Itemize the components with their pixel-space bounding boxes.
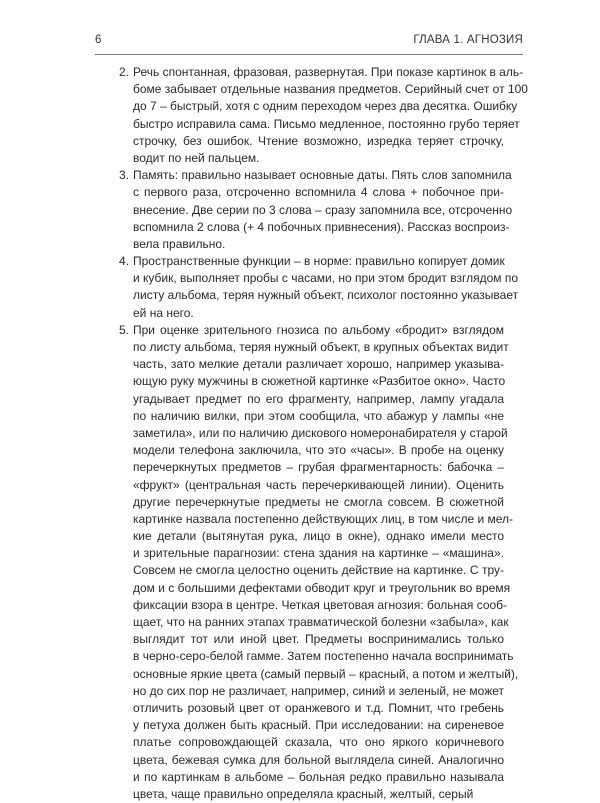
text-line: щает, что на ранних этапах травматической болезни «забыла», как	[133, 615, 509, 629]
text-line: другие перечеркнутые предметы не смогла совсем. В сюжетной	[133, 494, 504, 509]
text-line: по листу альбома, теряя нужный объект, в крупных объектах видит	[133, 340, 509, 354]
numbered-list	[119, 64, 528, 803]
list-item-number: 5.	[119, 322, 130, 337]
text-line: Пространственные функции – в норме: правильно копирует домик	[133, 254, 505, 269]
text-line: угадывает предмет по его фрагменту, например, лампу угадала	[133, 391, 504, 406]
list-item-number: 3.	[119, 168, 130, 183]
list-item	[119, 322, 519, 803]
text-line: цвета, чаще правильно определяла красный, желтый, серый	[133, 786, 474, 801]
text-line: боме забывает отдельные названия предметов. Серийный счет от 100	[133, 82, 528, 97]
list-item-text	[133, 167, 513, 253]
list-item-text	[133, 253, 519, 322]
page-body	[119, 64, 528, 803]
text-line: быстро исправила сама. Письмо медленное, постоянно грубо теряет	[133, 116, 520, 131]
chapter-title: ГЛАВА 1. АГНОЗИЯ	[413, 34, 523, 46]
list-item	[119, 167, 513, 253]
text-line: картинке назвала постепенно действующих лиц, в том числе и мел-	[133, 511, 514, 526]
text-line: до 7 – быстрый, хотя с одним переходом через два десятка. Ошибку	[133, 99, 518, 114]
header-rule	[95, 54, 523, 55]
text-line: у петуха должен быть красный. При исследовании: на сиреневое	[133, 718, 504, 733]
text-line: основные яркие цвета (самый первый – красный, а потом и желтый),	[133, 666, 519, 681]
list-item-number: 4.	[119, 254, 130, 269]
text-line: При оценке зрительного гнозиса по альбому «бродит» взглядом	[133, 322, 504, 337]
text-line: и кубик, выполняет пробы с часами, но при этом бродит взглядом по	[133, 271, 519, 286]
list-item	[119, 64, 528, 167]
text-line: с первого раза, отсроченно вспомнила 4 слова + побочное при-	[133, 185, 504, 200]
text-line: Совсем не смогла целостно оценить действие на картинке. С тру-	[133, 563, 504, 578]
text-line: листу альбома, теряя нужный объект, психолог постоянно указывает	[133, 288, 519, 303]
text-line: фиксации взора в центре. Четкая цветовая агнозия: больная сооб-	[133, 597, 508, 612]
page-number: 6	[95, 34, 102, 46]
list-item-number: 2.	[119, 65, 130, 79]
text-line: перечеркнутых предметов – грубая фрагментарность: бабочка –	[133, 460, 504, 475]
text-line: вспомнила 2 слова (+ 4 побочных привнесения). Рассказ воспроиз-	[133, 219, 510, 234]
text-line: внесение. Две серии по 3 слова – сразу запомнила все, отсроченно	[133, 202, 513, 217]
text-line: заметила», или по наличию дискового номеронабирателя у старой	[133, 425, 508, 440]
text-line: «фрукт» (центральная часть перечеркивающей линии). Оценить	[133, 477, 504, 492]
text-line: и зрительные парагнозии: стена здания на картинке – «машина».	[133, 546, 504, 561]
text-line: и по картинкам в альбоме – больная редко правильно называла	[133, 769, 504, 784]
list-item	[119, 253, 519, 322]
text-line: цвета, бежевая сумка для больной выглядела синей. Аналогично	[133, 752, 504, 767]
text-line: ей на него.	[133, 305, 194, 320]
text-line: отличить розовый цвет от оранжевого и т.д. Помнит, что гребень	[133, 700, 504, 715]
text-line: Память: правильно называет основные даты. Пять слов запомнила	[133, 168, 512, 183]
text-line: вела правильно.	[133, 236, 226, 251]
text-line: ющую руку мужчины в сюжетной картинке «Разбитое окно». Часто	[133, 374, 506, 389]
list-item-text	[133, 64, 528, 167]
text-line: в черно-серо-белой гамме. Затем постепенно начала воспринимать	[133, 649, 514, 664]
text-line: часть, зато мелкие детали различает хорошо, например указыва-	[133, 357, 504, 372]
text-line: кие детали (вытянутая рука, лицо в окне), однако имели место	[133, 529, 504, 544]
text-line: платье сопровождающей сказала, что оно яркого коричневого	[133, 735, 504, 750]
text-line: модели телефона заключила, что это «часы». В пробе на оценку	[133, 443, 504, 458]
text-line: водит по ней пальцем.	[133, 150, 260, 165]
text-line: по наличию вилки, при этом сообщила, что абажур у лампы «не	[133, 408, 504, 423]
text-line: выглядит тот или иной цвет. Предметы воспринимались только	[133, 632, 504, 647]
text-line: строчку, без ошибок. Чтение возможно, изредка теряет строчку,	[133, 133, 504, 148]
text-line: дом и с большими дефектами обводит круг и треугольник во время	[133, 580, 511, 595]
list-item-text	[133, 322, 519, 803]
text-line: но до сих пор не различает, например, синий и зеленый, не может	[133, 683, 504, 698]
running-header	[95, 34, 523, 50]
text-line: Речь спонтанная, фразовая, развернутая. При показе картинок в аль-	[133, 65, 524, 79]
